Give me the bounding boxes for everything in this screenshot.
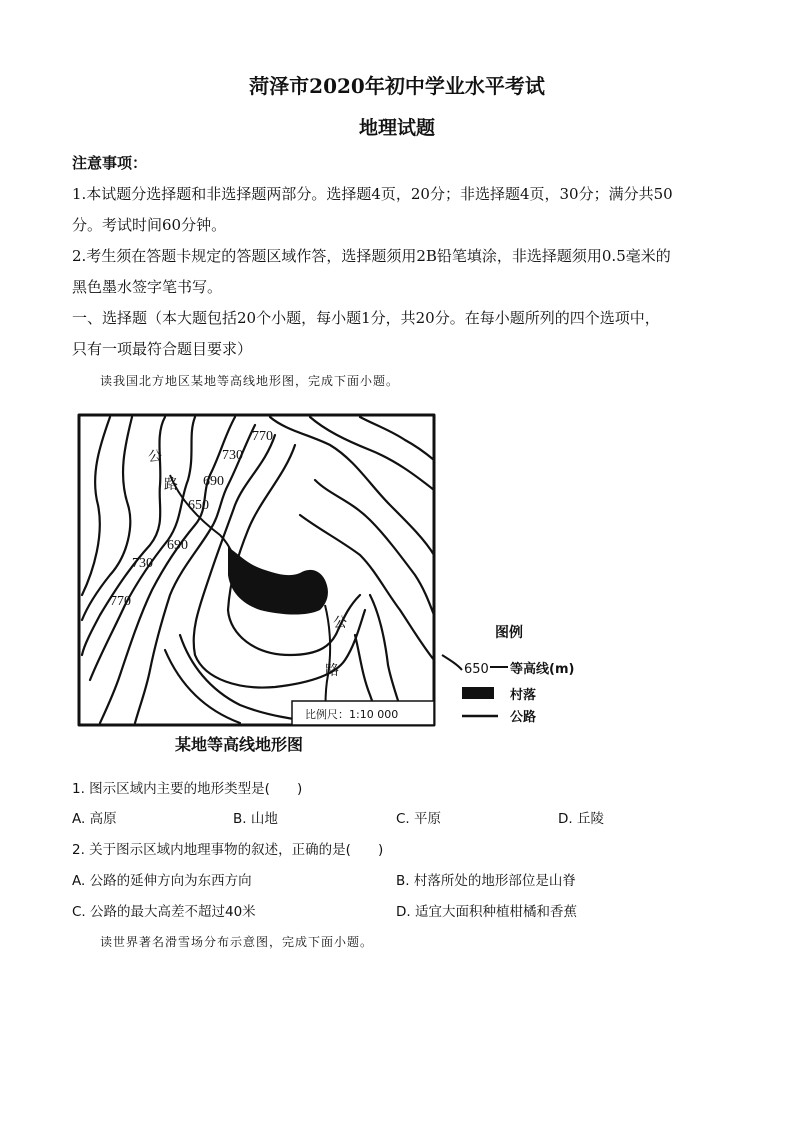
contour-label: 650 (188, 498, 209, 513)
contour-label: 770 (110, 594, 131, 609)
contour-line (82, 417, 110, 595)
notes-heading: 注意事项： (72, 154, 148, 172)
road-label: 路 (164, 477, 178, 493)
paper-subtitle: 地理试题 (358, 117, 435, 139)
question-intro-1: 读我国北方地区某地等高线地形图，完成下面小题。 (100, 374, 400, 388)
legend-village-text: 村落 (510, 688, 537, 703)
village-area (228, 547, 328, 615)
question-1-stem: 1. 图示区域内主要的地形类型是( ) (72, 781, 303, 797)
question-intro-2: 读世界著名滑雪场分布示意图，完成下面小题。 (100, 935, 374, 949)
legend-contour-value: 650 (464, 662, 489, 677)
contour-line (82, 417, 132, 620)
notes-item2-line1: 2.考生须在答题卡规定的答题区域作答，选择题须用2B铅笔填涂，非选择题须用0.5毫米的 (72, 247, 671, 265)
question-1-option-b[interactable]: B. 山地 (233, 811, 278, 827)
contour-label: 690 (167, 538, 188, 553)
question-2-option-b[interactable]: B. 村落所处的地形部位是山脊 (396, 873, 576, 889)
legend-contour-symbol (442, 655, 462, 670)
contour-line (165, 650, 240, 723)
contour-line (315, 480, 434, 615)
road-label: 路 (325, 663, 339, 679)
question-1-option-c[interactable]: C. 平原 (396, 811, 442, 827)
contour-label: 690 (203, 474, 224, 489)
paper-title: 菏泽市2020年初中学业水平考试 (249, 74, 545, 98)
question-1-option-a[interactable]: A. 高原 (72, 811, 117, 827)
section1-line1: 一、选择题（本大题包括20个小题，每小题1分，共20分。在每小题所列的四个选项中， (72, 309, 660, 327)
contour-map-figure (70, 405, 590, 760)
question-2-stem: 2. 关于图示区域内地理事物的叙述，正确的是( ) (72, 842, 384, 858)
section1-line2: 只有一项最符合题目要求） (72, 340, 253, 358)
legend-road-text: 公路 (510, 710, 537, 725)
contour-label: 730 (132, 556, 153, 571)
contour-line (360, 417, 434, 460)
contour-label: 730 (222, 448, 243, 463)
road-label: 公 (333, 615, 347, 631)
notes-item2-line2: 黑色墨水签字笔书写。 (72, 278, 223, 296)
contour-line (194, 435, 365, 688)
contour-line (270, 417, 434, 555)
notes-item1-line2: 分。考试时间60分钟。 (72, 216, 227, 234)
question-2-option-a[interactable]: A. 公路的延伸方向为东西方向 (72, 873, 252, 889)
question-2-option-c[interactable]: C. 公路的最大高差不超过40米 (72, 904, 256, 920)
scale-text: 比例尺：1:10 000 (305, 708, 399, 721)
contour-label: 770 (252, 429, 273, 444)
map-legend (442, 624, 574, 725)
question-2-option-d[interactable]: D. 适宜大面积种植柑橘和香蕉 (396, 904, 577, 920)
question-1-option-d[interactable]: D. 丘陵 (558, 811, 604, 827)
map-caption: 某地等高线地形图 (175, 735, 304, 754)
legend-village-symbol (462, 687, 494, 699)
road-label: 公 (148, 449, 162, 465)
legend-title: 图例 (495, 625, 523, 641)
legend-contour-text: 等高线(m) (510, 662, 575, 677)
contour-line (310, 417, 434, 490)
notes-item1-line1: 1.本试题分选择题和非选择题两部分。选择题4页，20分；非选择题4页，30分；满分共50 (72, 185, 673, 203)
